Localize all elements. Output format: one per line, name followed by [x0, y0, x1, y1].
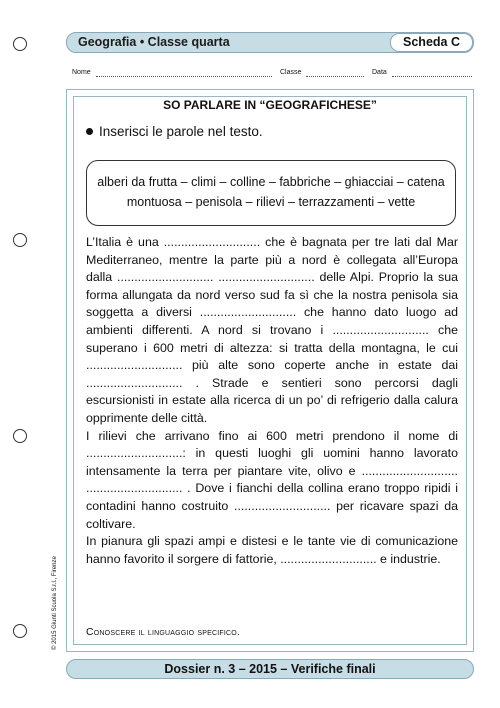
- data-field[interactable]: [392, 76, 472, 77]
- binder-hole-2: [13, 233, 27, 247]
- classe-field[interactable]: [306, 76, 364, 77]
- footer-band: Dossier n. 3 – 2015 – Verifiche finali: [66, 659, 474, 679]
- copyright-notice: © 2015 Giunti Scuola S.r.l., Firenze: [52, 556, 58, 650]
- cloze-text: [86, 234, 458, 568]
- classe-label: Classe: [280, 69, 302, 76]
- word-bank-line: alberi da frutta – climi – colline – fabbriche – ghiacciai – catena: [97, 175, 445, 189]
- paragraph: L’Italia è una ............................ che è bagnata per tre lati dal Mar Mediterraneo, mentre la parte più a nord è collegata all’Europa dalla ............................ ............................ delle Alpi. Proprio la sua forma allungata da nord verso sud fa sì che la nostra penisola sia soggetta a diversi ............................ che hanno dato luogo ad ambienti differenti. A nord si trovano i ............................ che superano i 600 metri di altezza: si tratta della montagna, le cui ............................ più alte sono coperte anche in estate dai ............................ . Strade e sentieri sono percorsi dagli escursionisti in estate alla ricerca di un po’ di refrigerio dalla calura opprimente delle città.: [86, 235, 458, 425]
- binder-hole-1: [13, 37, 27, 51]
- binder-hole-4: [13, 624, 27, 638]
- word-bank-line: montuosa – penisola – rilievi – terrazzamenti – vette: [126, 195, 416, 209]
- bullet-icon: [86, 128, 93, 135]
- paragraph: In pianura gli spazi ampi e distesi e le tante vie di comunicazione hanno favorito il sorgere di fattorie, ............................ e industrie.: [86, 534, 458, 566]
- learning-objective: Conoscere il linguaggio specifico.: [86, 626, 241, 638]
- scheda-label: Scheda C: [390, 33, 473, 52]
- binder-hole-3: [13, 429, 27, 443]
- student-info-line: [66, 67, 474, 81]
- data-label: Data: [372, 69, 387, 76]
- nome-label: Nome: [72, 69, 91, 76]
- instruction: [86, 124, 263, 139]
- worksheet-heading: SO PARLARE IN “GEOGRAFICHESE”: [163, 98, 377, 112]
- paragraph: I rilievi che arrivano fino ai 600 metri prendono il nome di ............................: in questi luoghi gli uomini hanno lavorato intensamente la terra per piantare vite, olivo e ............................ ............................ . Dove i fianchi della collina erano troppo ripidi i contadini hanno costruito ............................ per ricavare spazi da coltivare.: [86, 428, 458, 531]
- subject-title: Geografia • Classe quarta: [78, 35, 230, 49]
- instruction-text: Inserisci le parole nel testo.: [99, 124, 263, 139]
- word-bank-box: [86, 160, 456, 226]
- nome-field[interactable]: [96, 76, 272, 77]
